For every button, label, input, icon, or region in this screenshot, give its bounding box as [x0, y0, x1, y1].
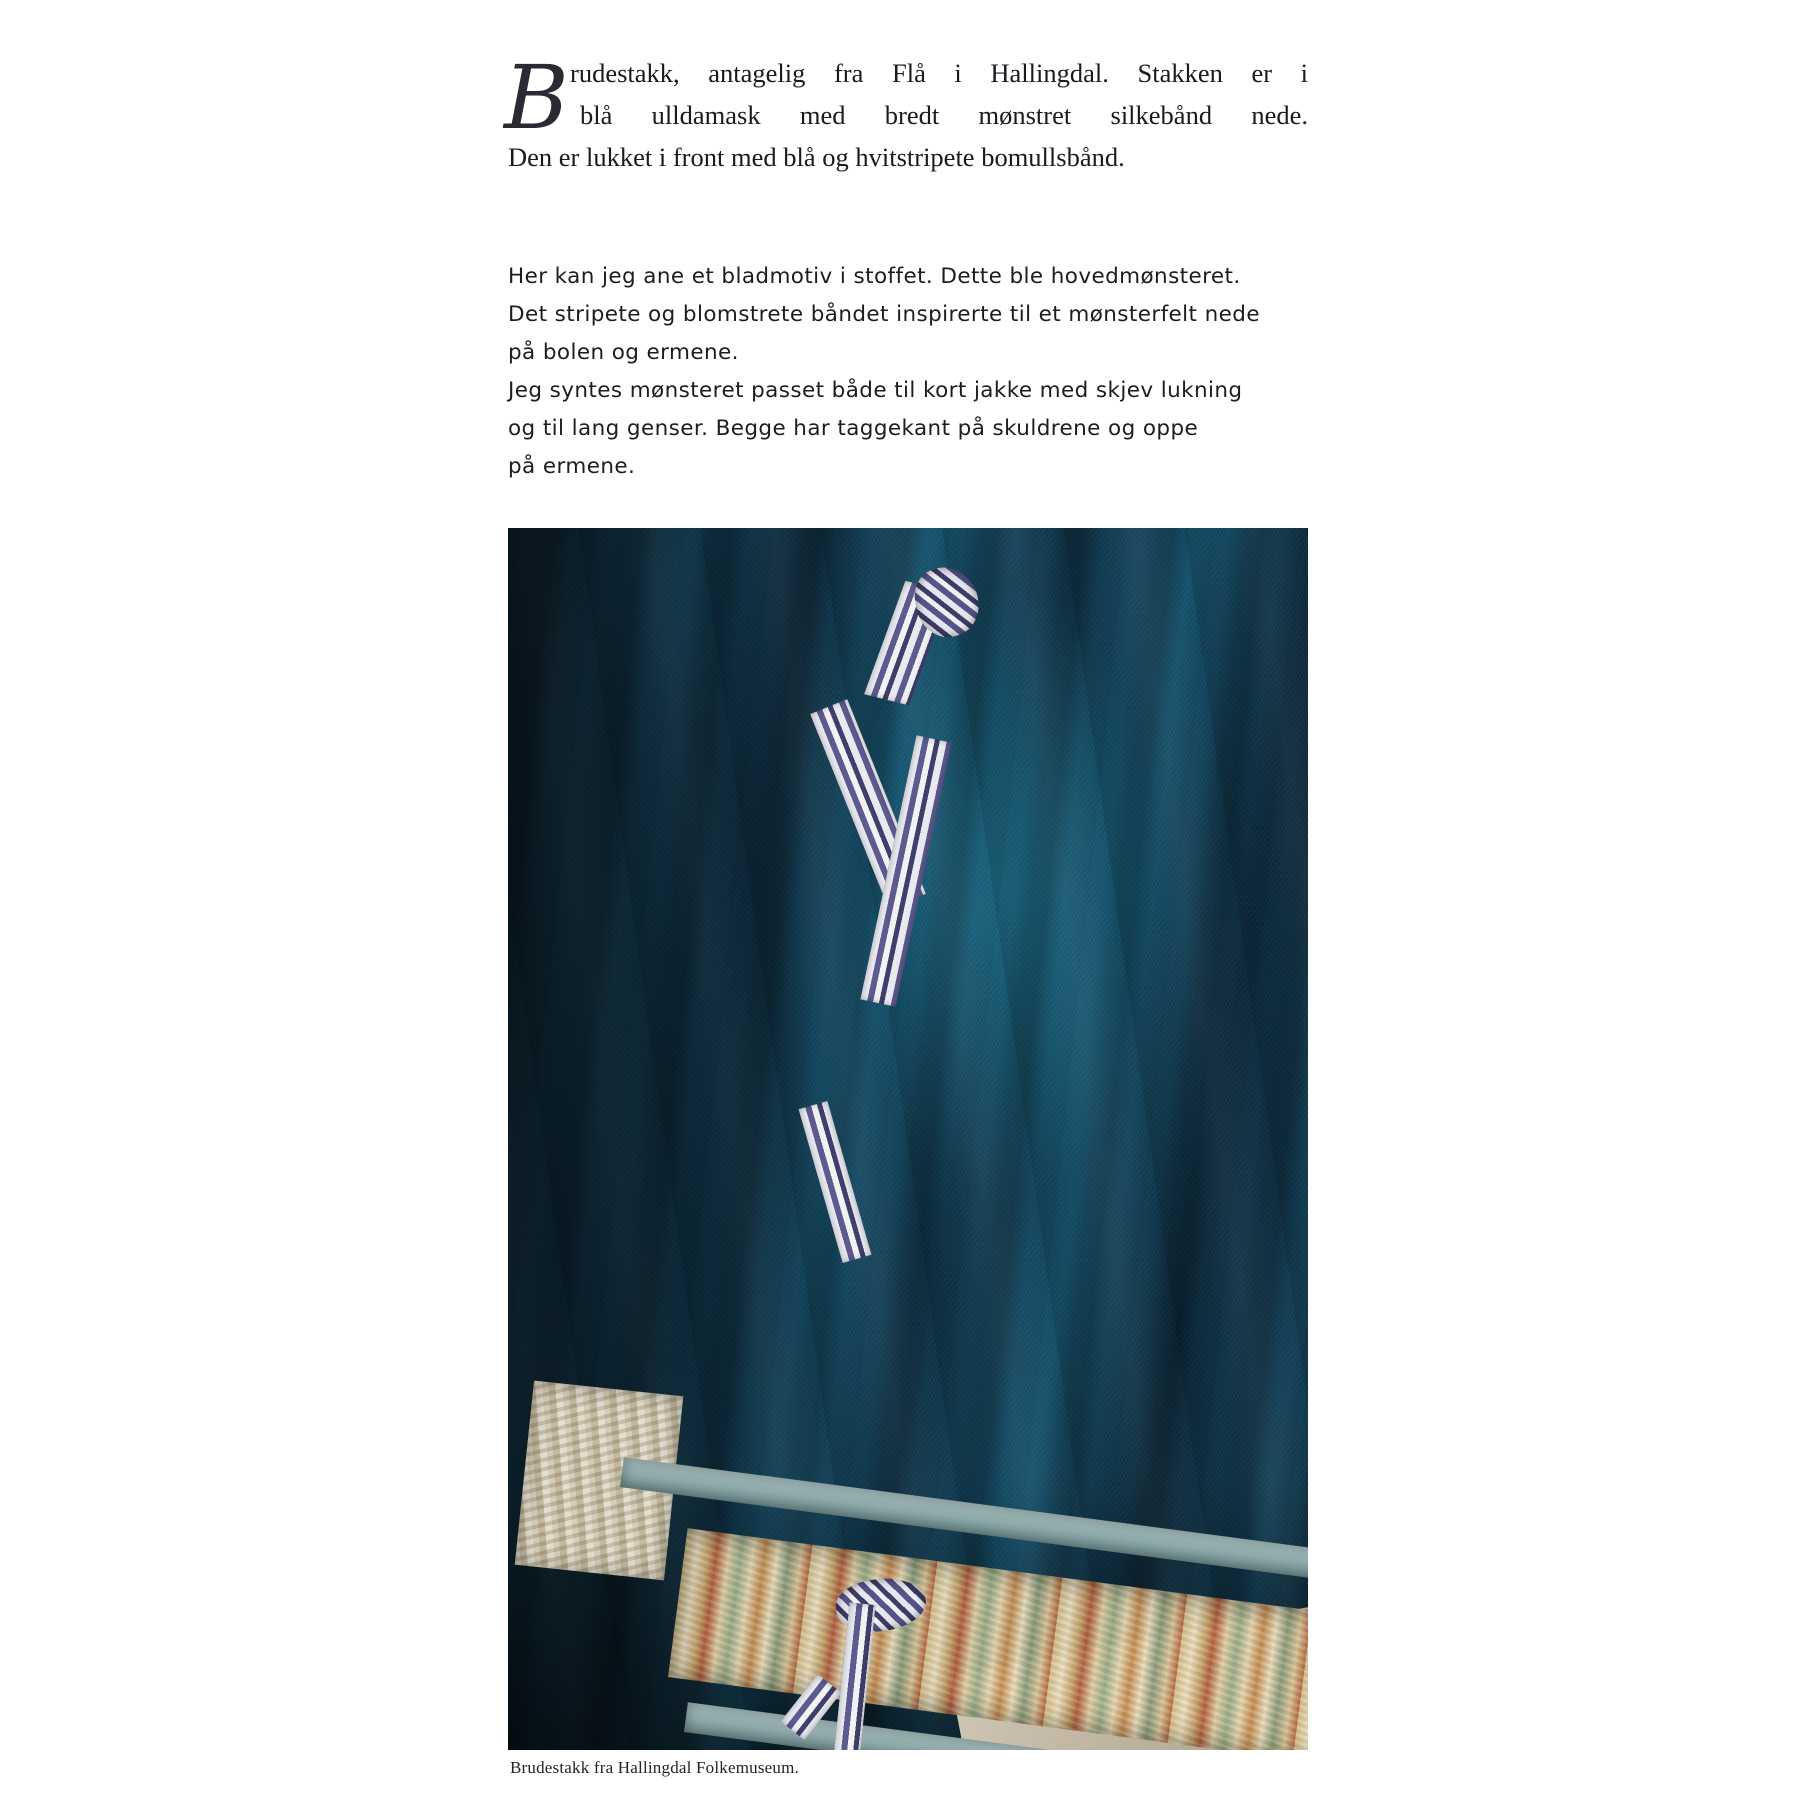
commentary-line: Det stripete og blomstrete båndet inspirerte til et mønsterfelt nede — [508, 302, 1260, 327]
intro-line-2: blå ulldamask med bredt mønstret silkebånd nede. — [580, 100, 1308, 130]
commentary-line: Her kan jeg ane et bladmotiv i stoffet. Dette ble hovedmønsteret. — [508, 264, 1241, 289]
intro-line-3: Den er lukket i front med blå og hvitstripete bomullsbånd. — [508, 142, 1125, 172]
photo-figure — [508, 528, 1308, 1750]
commentary-line: Jeg syntes mønsteret passet både til kort jakke med skjev lukning — [508, 378, 1243, 403]
drop-cap: B — [504, 46, 567, 149]
commentary-line: på bolen og ermene. — [508, 340, 739, 365]
intro-paragraph — [504, 46, 1308, 178]
commentary-block — [508, 258, 1318, 486]
commentary-line: og til lang genser. Begge har taggekant på skuldrene og oppe — [508, 416, 1199, 441]
photo-caption: Brudestakk fra Hallingdal Folkemuseum. — [510, 1758, 799, 1777]
intro-line-1: rudestakk, antagelig fra Flå i Hallingdal. Stakken er i — [570, 58, 1308, 88]
commentary-line: på ermene. — [508, 454, 636, 479]
brudestakk-photograph — [508, 528, 1308, 1750]
